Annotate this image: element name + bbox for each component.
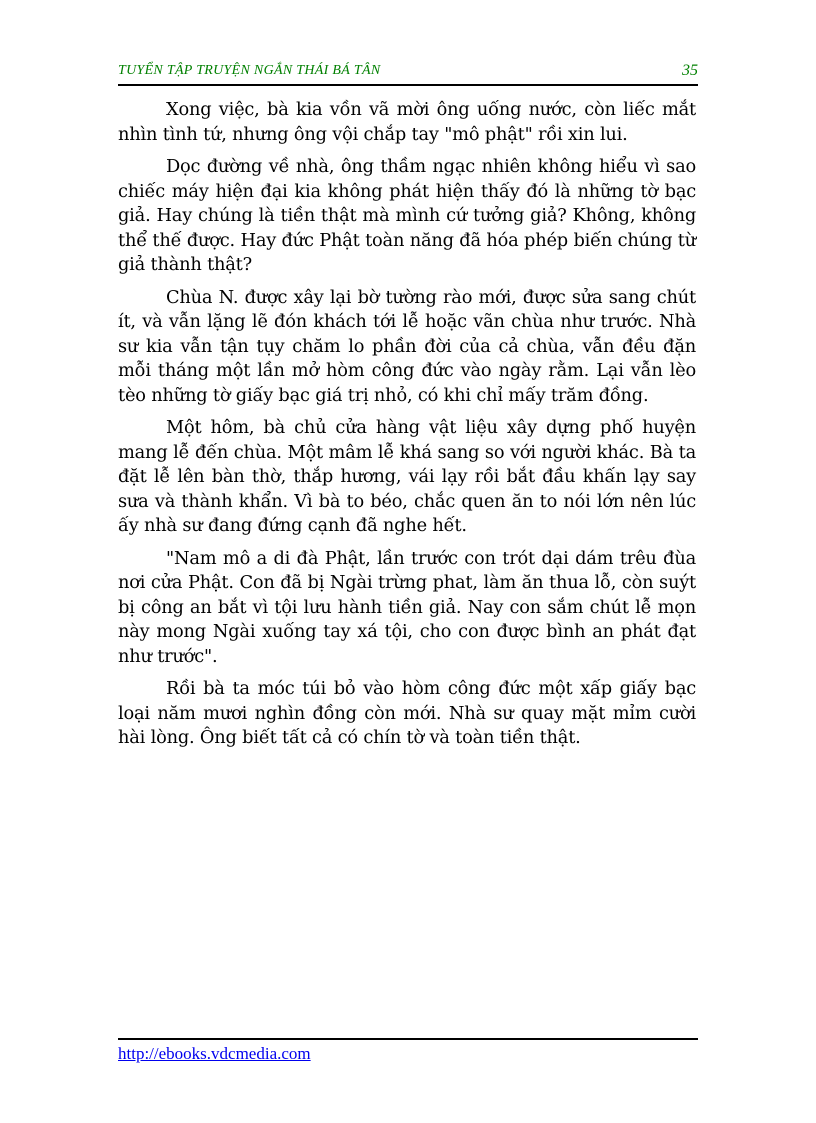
- paragraph: Dọc đường về nhà, ông thầm ngạc nhiên không hiểu vì sao chiếc máy hiện đại kia không phát hiện thấy đó là những tờ bạc giả. Hay chúng là tiền thật mà mình cứ tưởng giả? Không, không thể thế được. Hay đức Phật toàn năng đã hóa phép biến chúng từ giả thành thật?: [118, 156, 696, 275]
- running-title: TUYỂN TẬP TRUYỆN NGẮN THÁI BÁ TÂN: [118, 63, 381, 78]
- footer-website-link[interactable]: http://ebooks.vdcmedia.com: [118, 1044, 311, 1063]
- page-number: 35: [682, 62, 698, 79]
- paragraph: Một hôm, bà chủ cửa hàng vật liệu xây dựng phố huyện mang lễ đến chùa. Một mâm lễ khá sang so với người khác. Bà ta đặt lễ lên bàn thờ, thắp hương, vái lạy rồi bắt đầu khấn lạy say sưa và thành khẩn. Vì bà to béo, chắc quen ăn to nói lớn nên lúc ấy nhà sư đang đứng cạnh đã nghe hết.: [118, 417, 696, 536]
- paragraph: Xong việc, bà kia vồn vã mời ông uống nước, còn liếc mắt nhìn tình tứ, nhưng ông vội chắp tay "mô phật" rồi xin lui.: [118, 99, 696, 145]
- page-footer: [118, 1038, 698, 1063]
- page-content: [118, 98, 696, 759]
- paragraph: "Nam mô a di đà Phật, lần trước con trót dại dám trêu đùa nơi cửa Phật. Con đã bị Ngài trừng phat, làm ăn thua lỗ, còn suýt bị công an bắt vì tội lưu hành tiền giả. Nay con sắm chút lễ mọn này mong Ngài xuống tay xá tội, cho con được bình an phát đạt như trước".: [118, 547, 696, 667]
- paragraph: Rồi bà ta móc túi bỏ vào hòm công đức một xấp giấy bạc loại năm mươi nghìn đồng còn mới. Nhà sư quay mặt mỉm cười hài lòng. Ông biết tất cả có chín tờ và toàn tiền thật.: [118, 678, 696, 748]
- page-header: [118, 62, 698, 86]
- paragraph: Chùa N. được xây lại bờ tường rào mới, được sửa sang chút ít, và vẫn lặng lẽ đón khách tới lễ hoặc vãn chùa như trước. Nhà sư kia vẫn tận tụy chăm lo phần đời của cả chùa, vẫn đều đặn mỗi tháng một lần mở hòm công đức vào ngày rằm. Lại vẫn lèo tèo những tờ giấy bạc giá trị nhỏ, có khi chỉ mấy trăm đồng.: [118, 286, 696, 406]
